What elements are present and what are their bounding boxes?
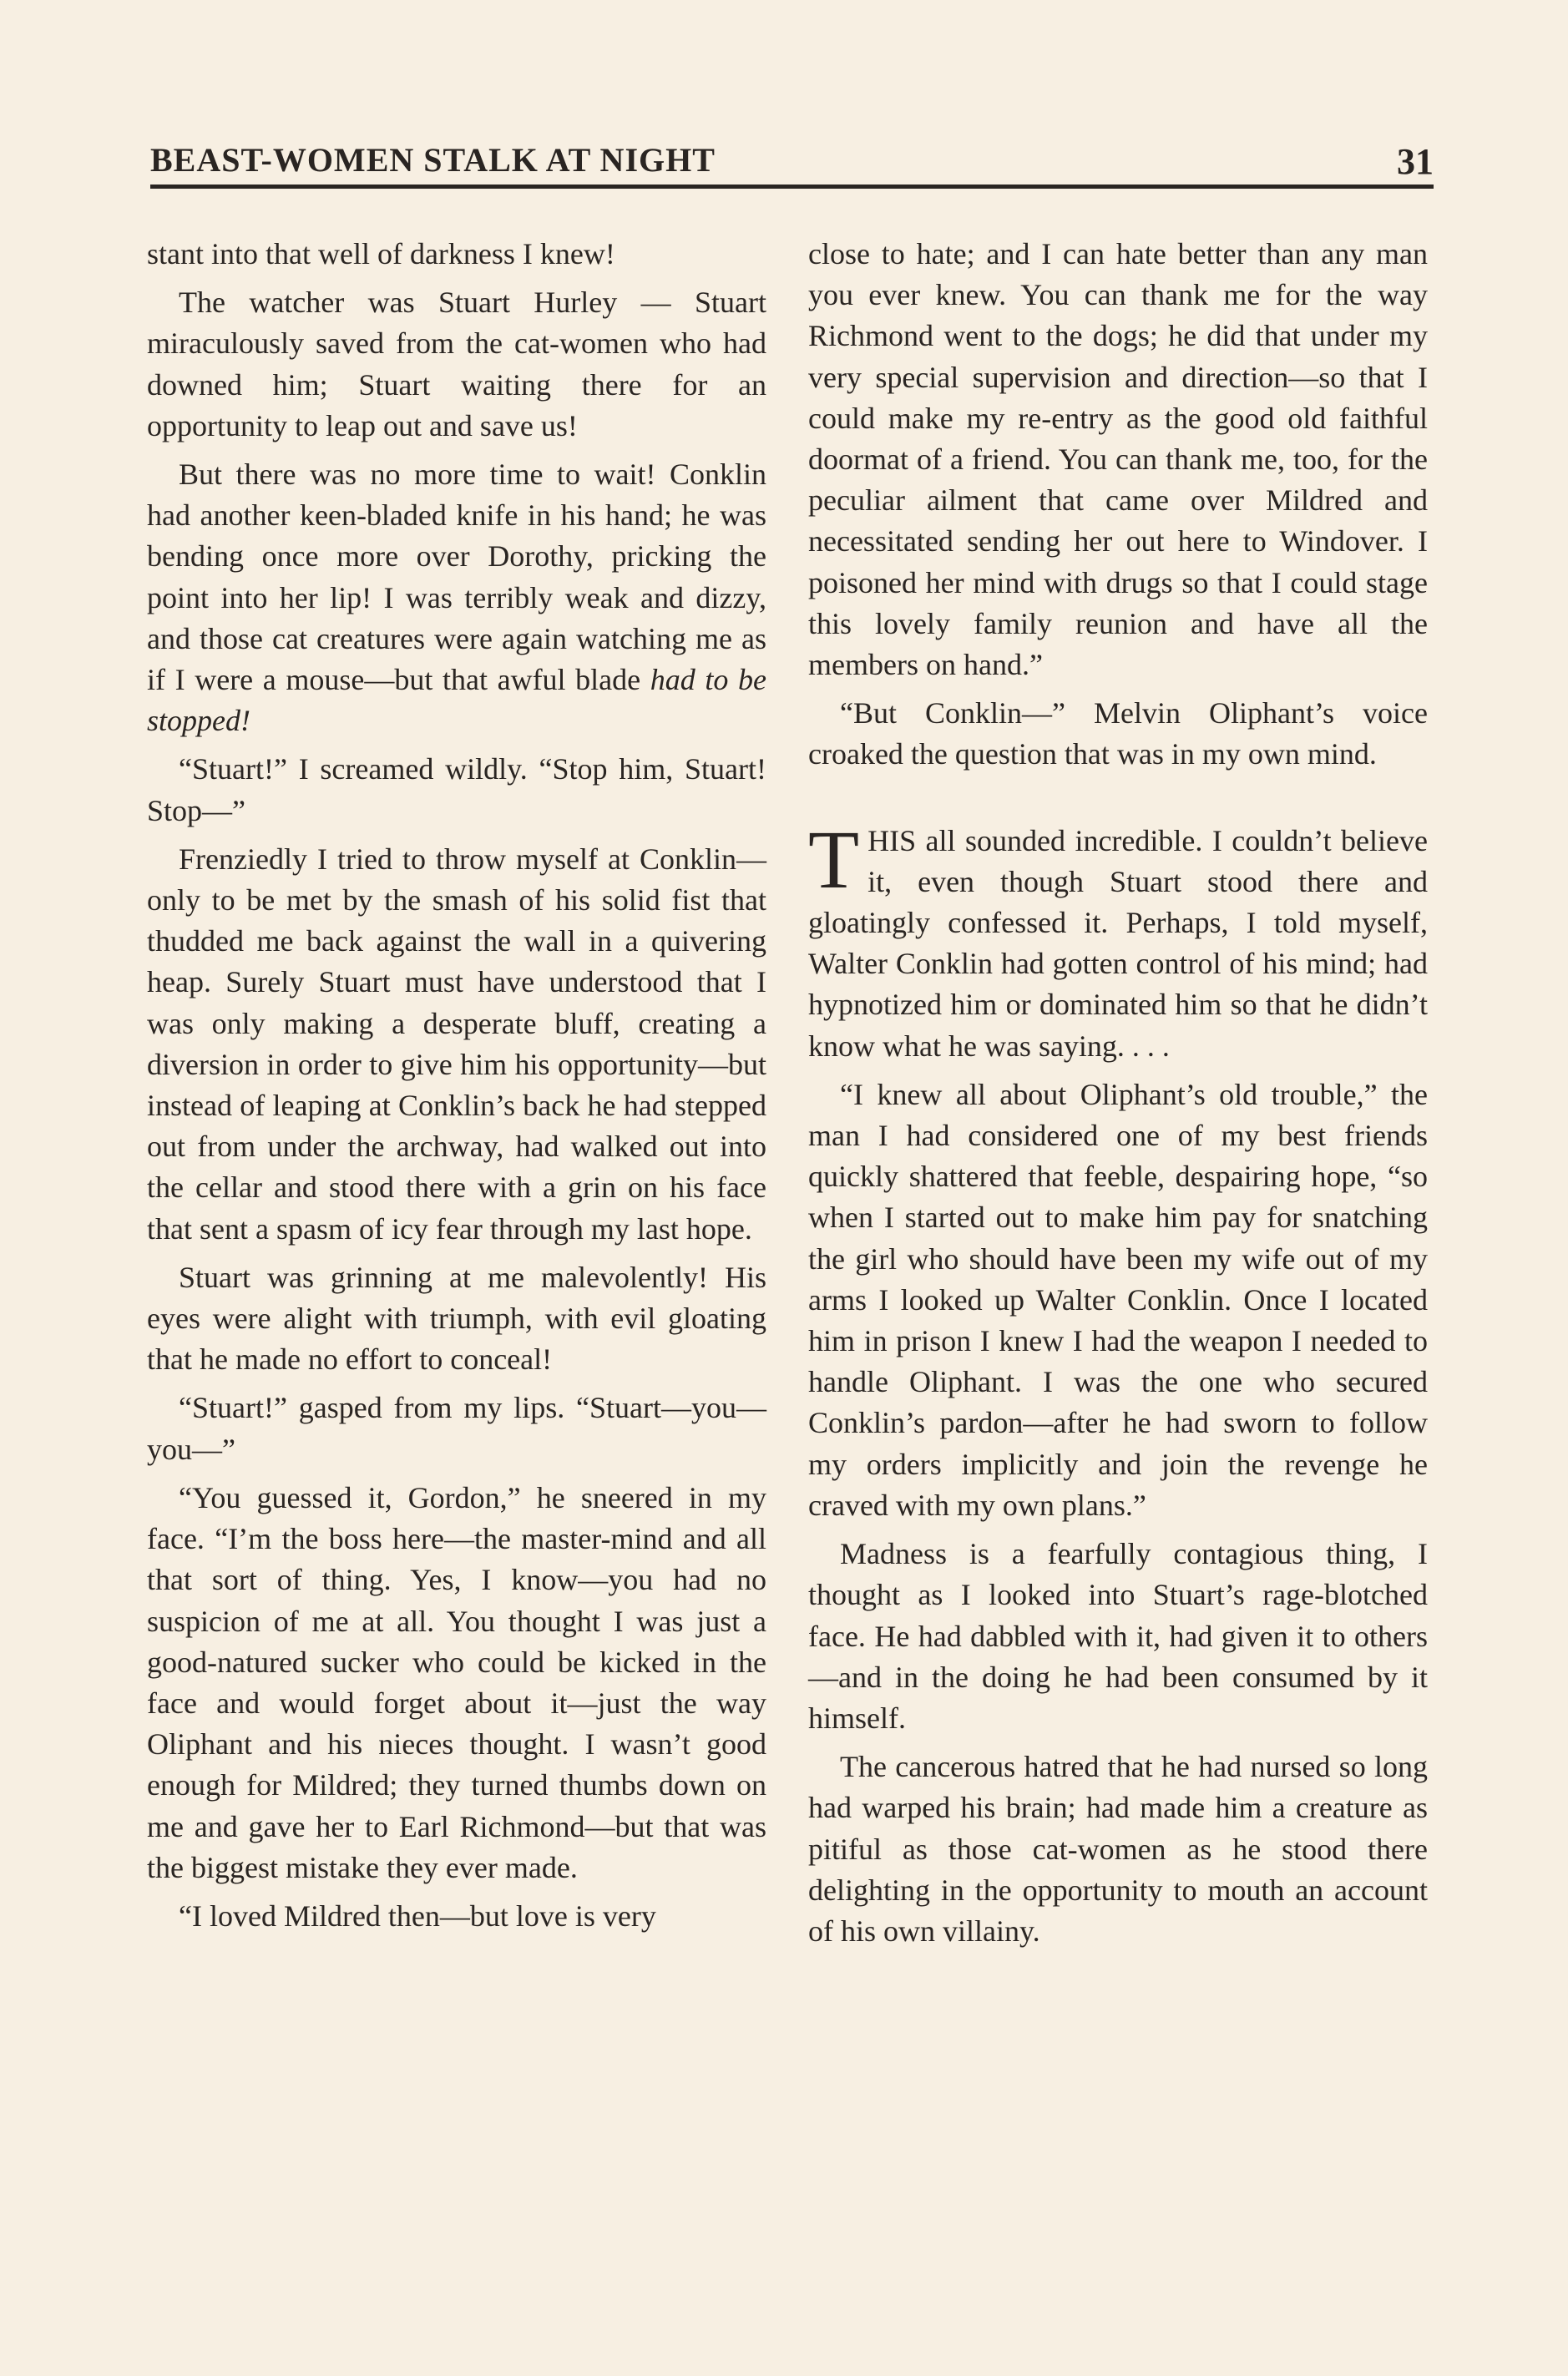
paragraph: “You guessed it, Gordon,” he sneered in my face. “I’m the boss here—the master-mind and all that sort of thing. Yes, I know—you had no suspicion of me at all. You thought I was just a good-natured sucker who could be kicked in the face and would forget about it—just the way Oliphant and his nieces thought. I wasn’t good enough for Mildred; they turned thumbs down on me and gave her to Earl Richmond—but that was the biggest mistake they ever made.: [147, 1480, 766, 1884]
paragraph: Frenziedly I tried to throw myself at Conklin—only to be met by the smash of his solid fist that thudded me back against the wall in a quivering heap. Surely Stuart must have understood that I was only making a desperate bluff, creating a diversion in order to give him his opportunity—but instead of leaping at Conklin’s back he had stepped out from under the archway, had walked out into the cellar and stood there with a grin on his face that sent a spasm of icy fear through my last hope.: [147, 842, 766, 1246]
paragraph: Stuart was grinning at me malevolently! His eyes were alight with triumph, with evil gloating that he made no effort to conceal!: [147, 1260, 766, 1377]
paragraph: “Stuart!” gasped from my lips. “Stuart—you—you—”: [147, 1391, 766, 1466]
paragraph: The cancerous hatred that he had nursed so long had warped his brain; had made him a creature as pitiful as those cat-women as he stood there delighting in the opportunity to mouth an account of his own villainy.: [808, 1750, 1428, 1948]
paragraph: “I knew all about Oliphant’s old trouble,” the man I had considered one of my best friends quickly shattered that feeble, despairing hope, “so when I started out to make him pay for snatching the girl who should have been my wife out of my arms I looked up Walter Conklin. Once I located him in prison I knew I had the weapon I needed to handle Oliphant. I was the one who secured Conklin’s pardon—after he had sworn to follow my orders implicitly and join the revenge he craved with my own plans.”: [808, 1077, 1428, 1522]
page-number: 31: [1397, 141, 1434, 182]
paragraph: Madness is a fearfully contagious thing, I thought as I looked into Stuart’s rage-blotched face. He had dabbled with it, had given it to others—and in the doing he had been consumed by it himself.: [808, 1537, 1428, 1735]
paragraph-text: HIS all sounded incredible. I couldn’t believe it, even though Stuart stood there and gloatingly confessed it. Perhaps, I told myself, Walter Conklin had gotten control of his mind; had hypnotized him or dominated him so that he didn’t know what he was saying. . . .: [808, 823, 1428, 1063]
running-head: [150, 136, 1434, 189]
paragraph: “Stuart!” I screamed wildly. “Stop him, Stuart! Stop—”: [147, 752, 766, 827]
running-title: BEAST-WOMEN STALK AT NIGHT: [150, 141, 716, 179]
left-column: [147, 234, 766, 1944]
paragraph: The watcher was Stuart Hurley — Stuart miraculously saved from the cat-women who had downed him; Stuart waiting there for an opportunity to leap out and save us!: [147, 286, 766, 442]
paragraph: close to hate; and I can hate better than any man you ever knew. You can thank me for the way Richmond went to the dogs; he did that under my very special supervision and direction—so that I could make my re-entry as the good old faithful doormat of a friend. You can thank me, too, for the peculiar ailment that came over Mildred and necessitated sending her out here to Windover. I poisoned her mind with drugs so that I could stage this lovely family reunion and have all the members on hand.”: [808, 237, 1428, 682]
paragraph: [147, 454, 766, 741]
paragraph: “But Conklin—” Melvin Oliphant’s voice croaked the question that was in my own mind.: [808, 696, 1428, 771]
paragraph-text: But there was no more time to wait! Conklin had another keen-bladed knife in his hand; he was bending once more over Dorothy, pricking the point into her lip! I was terribly weak and dizzy, and those cat creatures were again watching me as if I were a mouse—but that awful blade: [147, 458, 766, 697]
italic-emphasis: had to be stopped!: [147, 663, 767, 738]
drop-cap: T: [808, 812, 860, 906]
section-opening-paragraph: [808, 812, 1428, 1067]
paragraph: stant into that well of darkness I knew!: [147, 237, 615, 270]
right-column: [808, 234, 1428, 1959]
paragraph: “I loved Mildred then—but love is very: [179, 1898, 656, 1933]
